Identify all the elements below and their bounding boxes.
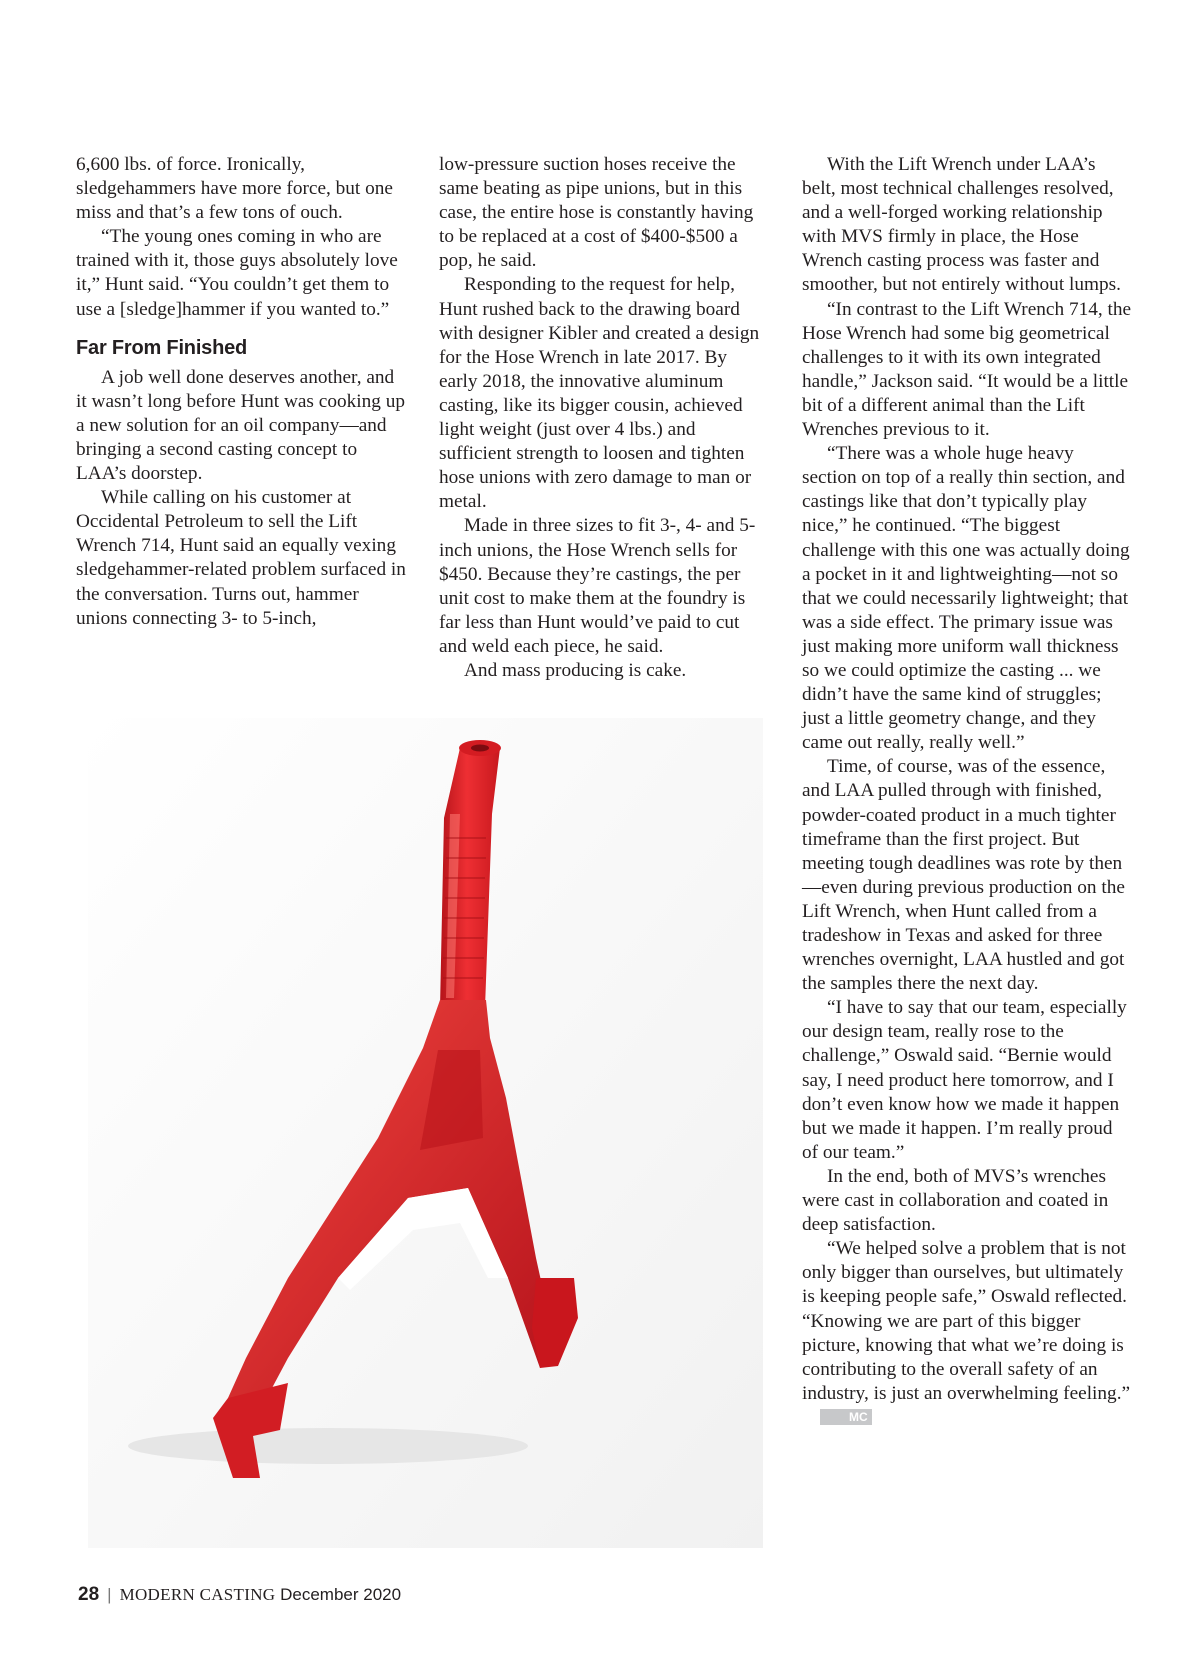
page-number: 28 bbox=[78, 1584, 100, 1605]
issue-date: December 2020 bbox=[280, 1585, 402, 1604]
end-of-article-mark: MC bbox=[820, 1409, 872, 1425]
paragraph: “In contrast to the Lift Wrench 714, the Hose Wrench had some big geometrical challenges to it with its own integrated handle,” Jackson said. “It would be a little bit of a different animal than the Lift Wrenches previous to it. bbox=[802, 298, 1132, 441]
paragraph: low-pressure suction hoses receive the same beating as pipe unions, but in this case, the entire hose is constantly having to be replaced at a cost of $400-$500 a pop, he said. bbox=[439, 154, 754, 272]
paragraph: Time, of course, was of the essence, and LAA pulled through with finished, powder-coated product in a much tighter timeframe than the first project. But meeting tough deadlines was rote by then—even during previous production on the Lift Wrench, when Hunt called from a tradeshow in Texas and asked for three wrenches overnight, LAA hustled and got the samples there the next day. bbox=[802, 756, 1125, 995]
paragraph-text: “We helped solve a problem that is not only bigger than ourselves, but ultimately is keeping people safe,” Oswald reflected. “Knowing we are part of this bigger picture, knowing that what we’re doing is contributing to the overall safety of an industry, is just an overwhelming feeling.” bbox=[802, 1238, 1131, 1404]
paragraph: A job well done deserves another, and it wasn’t long before Hunt was cooking up a new solution for an oil company—and bringing a second casting concept to LAA’s doorstep. bbox=[76, 366, 405, 485]
hose-wrench-photo bbox=[88, 718, 763, 1548]
paragraph: While calling on his customer at Occidental Petroleum to sell the Lift Wrench 714, Hunt said an equally vexing sledgehammer-related problem surfaced in the conversation. Turns out, hammer unions connecting 3- to 5-inch, bbox=[76, 487, 406, 629]
page-footer bbox=[78, 1582, 401, 1608]
article-column-3 bbox=[802, 153, 1132, 1430]
paragraph: “The young ones coming in who are trained with it, those guys absolutely love it,” Hunt said. “You couldn’t get them to use a [sledge]hammer if you wanted to.” bbox=[76, 226, 398, 320]
paragraph: Made in three sizes to fit 3-, 4- and 5-inch unions, the Hose Wrench sells for $450. Because they’re castings, the per unit cost to make them at the foundry is far less than Hunt would’ve paid to cut and weld each piece, he said. bbox=[439, 515, 756, 657]
paragraph: “There was a whole huge heavy section on top of a really thin section, and castings like that don’t typically play nice,” he continued. “The biggest challenge with this one was actually doing a pocket in it and lightweighting—not so that we could necessarily lightweight; that was a side effect. The primary issue was just making more uniform wall thickness so we could optimize the casting ... we didn’t have the same kind of struggles; just a little geometry change, and they came out really, really well.” bbox=[802, 443, 1130, 754]
article-column-1 bbox=[76, 153, 406, 631]
paragraph: Responding to the request for help, Hunt rushed back to the drawing board with designer Kibler and created a design for the Hose Wrench in late 2017. By early 2018, the innovative aluminum casting, like its bigger cousin, achieved light weight (just over 4 lbs.) and sufficient strength to loosen and tighten hose unions with zero damage to man or metal. bbox=[439, 274, 760, 513]
section-subhead: Far From Finished bbox=[76, 336, 248, 359]
wrench-shadow bbox=[128, 1428, 528, 1464]
article-column-2 bbox=[439, 153, 769, 683]
wrench-handle-hole bbox=[471, 745, 489, 752]
paragraph bbox=[802, 1237, 1132, 1430]
paragraph: And mass producing is cake. bbox=[464, 659, 687, 681]
paragraph: “I have to say that our team, especially our design team, really rose to the challenge,” Oswald said. “Bernie would say, I need product here tomorrow, and I don’t even know how we made it happen but we made it happen. I’m really proud of our team.” bbox=[802, 997, 1127, 1163]
paragraph: With the Lift Wrench under LAA’s belt, most technical challenges resolved, and a well-forged working relationship with MVS firmly in place, the Hose Wrench casting process was faster and smoother, but not entirely without lumps. bbox=[802, 154, 1121, 296]
paragraph: In the end, both of MVS’s wrenches were cast in collaboration and coated in deep satisfaction. bbox=[802, 1165, 1109, 1236]
magazine-name: MODERN CASTING bbox=[119, 1585, 276, 1604]
footer-separator: | bbox=[107, 1585, 112, 1604]
paragraph: 6,600 lbs. of force. Ironically, sledgehammers have more force, but one miss and that’s a few tons of ouch. bbox=[76, 154, 393, 224]
